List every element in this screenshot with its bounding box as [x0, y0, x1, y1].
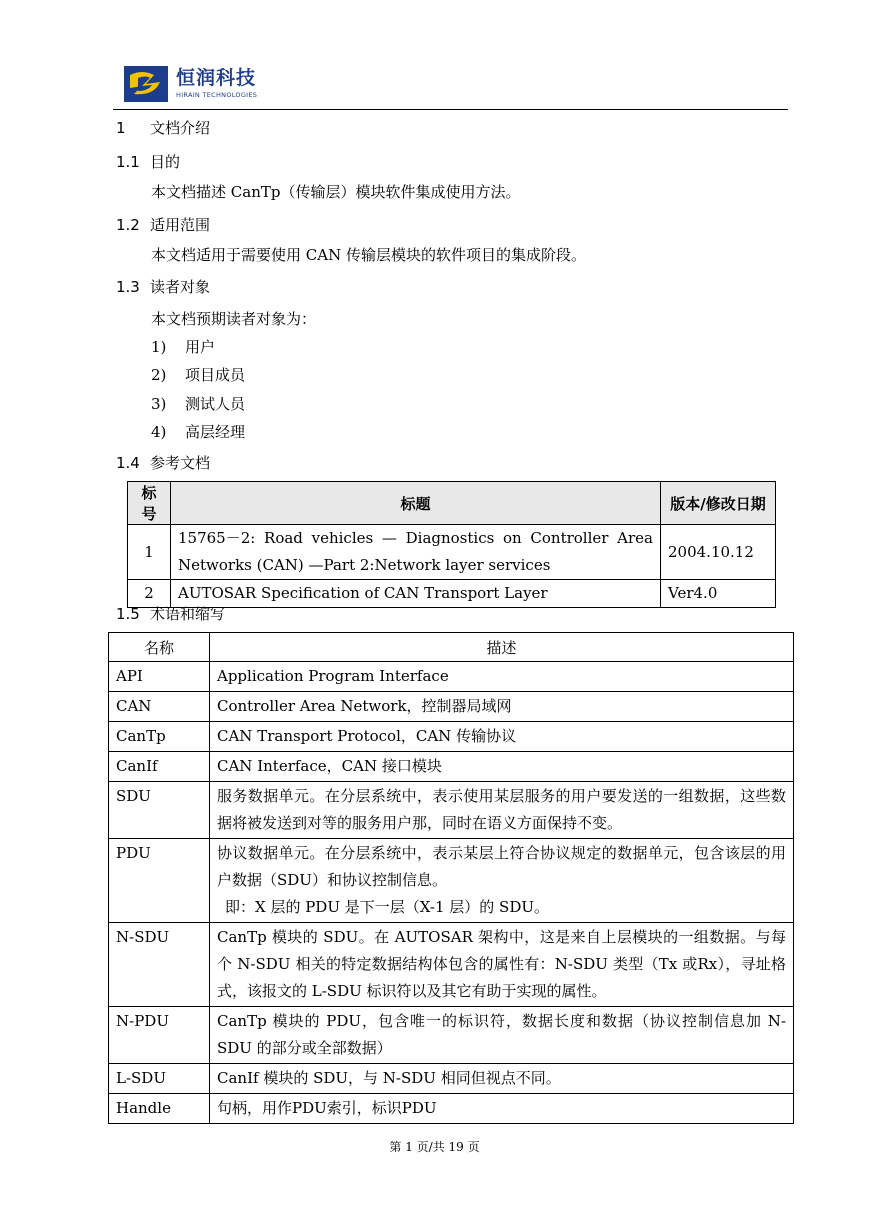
term-name: CanIf	[109, 752, 210, 782]
table-header-row	[109, 633, 794, 662]
reference-table	[127, 481, 776, 608]
list-label: 高层经理	[185, 423, 246, 441]
term-description-line: 协议数据单元。在分层系统中，表示某层上符合协议规定的数据单元，包含该层的用户数据（SDU）和协议控制信息。	[217, 844, 786, 889]
logo-name-en: HIRAIN TECHNOLOGIES	[176, 91, 258, 99]
term-description: CanIf 模块的 SDU，与 N-SDU 相同但视点不同。	[210, 1064, 794, 1094]
list-number: 4)	[151, 423, 167, 441]
table-row	[109, 839, 794, 923]
list-item	[151, 337, 215, 357]
heading-1-5	[116, 604, 225, 624]
heading-1-1	[116, 152, 180, 172]
heading-title: 参考文档	[150, 454, 211, 472]
ref-title: AUTOSAR Specification of CAN Transport Layer	[171, 580, 661, 608]
term-description: CAN Interface，CAN 接口模块	[210, 752, 794, 782]
ref-title-line: Networks (CAN) —Part 2:Network layer services	[178, 556, 551, 574]
term-description	[210, 839, 794, 923]
term-description-line: 即：X 层的 PDU 是下一层（X-1 层）的 SDU。	[225, 898, 549, 916]
table-row	[109, 1094, 794, 1124]
col-header-id: 标号	[128, 482, 171, 525]
header-divider	[113, 109, 788, 110]
heading-number: 1.5	[116, 605, 140, 623]
term-name: CAN	[109, 692, 210, 722]
term-name: Handle	[109, 1094, 210, 1124]
col-header-version: 版本/修改日期	[661, 482, 776, 525]
term-name: L-SDU	[109, 1064, 210, 1094]
purpose-text: 本文档描述 CanTp（传输层）模块软件集成使用方法。	[151, 183, 521, 201]
list-number: 2)	[151, 366, 167, 384]
term-name: API	[109, 662, 210, 692]
heading-1-4	[116, 453, 210, 473]
table-row	[109, 662, 794, 692]
term-name: PDU	[109, 839, 210, 923]
hirain-logo-icon	[124, 66, 168, 102]
heading-1-2	[116, 215, 210, 235]
ref-version: 2004.10.12	[661, 525, 776, 580]
list-item	[151, 394, 245, 414]
term-description: CanTp 模块的 PDU，包含唯一的标识符，数据长度和数据（协议控制信息加 N-SDU 的部分或全部数据）	[210, 1007, 794, 1064]
heading-title: 文档介绍	[150, 119, 211, 137]
heading-1	[116, 118, 210, 138]
table-row	[109, 1007, 794, 1064]
term-description: Application Program Interface	[210, 662, 794, 692]
list-label: 项目成员	[185, 366, 246, 384]
table-row	[109, 722, 794, 752]
heading-1-3	[116, 277, 210, 297]
col-header-name: 名称	[109, 633, 210, 662]
col-header-description: 描述	[210, 633, 794, 662]
ref-title-line: 15765－2: Road vehicles — Diagnostics on Controller Area	[178, 529, 653, 547]
heading-number: 1.3	[116, 278, 140, 296]
list-label: 用户	[185, 338, 216, 356]
table-row	[109, 1064, 794, 1094]
term-description: 句柄，用作PDU索引，标识PDU	[210, 1094, 794, 1124]
heading-number: 1	[116, 119, 126, 137]
list-number: 3)	[151, 395, 167, 413]
table-row	[109, 923, 794, 1007]
term-name: SDU	[109, 782, 210, 839]
heading-number: 1.4	[116, 454, 140, 472]
heading-title: 术语和缩写	[150, 605, 226, 623]
heading-number: 1.1	[116, 153, 140, 171]
ref-id: 1	[128, 525, 171, 580]
table-row	[109, 782, 794, 839]
heading-number: 1.2	[116, 216, 140, 234]
term-name: N-PDU	[109, 1007, 210, 1064]
page-footer: 第 1 页/共 19 页	[389, 1140, 480, 1154]
term-name: CanTp	[109, 722, 210, 752]
list-item	[151, 422, 245, 442]
terms-table	[108, 632, 794, 1124]
table-row	[109, 692, 794, 722]
col-header-title: 标题	[171, 482, 661, 525]
ref-id: 2	[128, 580, 171, 608]
ref-version: Ver4.0	[661, 580, 776, 608]
list-item	[151, 365, 245, 385]
table-row	[128, 525, 776, 580]
table-header-row	[128, 482, 776, 525]
logo-name-cn: 恒润科技	[176, 67, 257, 89]
ref-title	[171, 525, 661, 580]
table-row	[109, 752, 794, 782]
term-description: CanTp 模块的 SDU。在 AUTOSAR 架构中，这是来自上层模块的一组数据。与每个 N-SDU 相关的特定数据结构体包含的属性有：N-SDU 类型（Tx 或Rx），寻址格式，该报文的 L-SDU 标识符以及其它有助于实现的属性。	[210, 923, 794, 1007]
list-label: 测试人员	[185, 395, 246, 413]
term-name: N-SDU	[109, 923, 210, 1007]
heading-title: 适用范围	[150, 216, 211, 234]
heading-title: 读者对象	[150, 278, 211, 296]
list-number: 1)	[151, 338, 167, 356]
scope-text: 本文档适用于需要使用 CAN 传输层模块的软件项目的集成阶段。	[151, 246, 586, 264]
term-description: Controller Area Network，控制器局域网	[210, 692, 794, 722]
heading-title: 目的	[150, 153, 181, 171]
company-logo	[124, 66, 264, 104]
term-description: CAN Transport Protocol，CAN 传输协议	[210, 722, 794, 752]
term-description: 服务数据单元。在分层系统中，表示使用某层服务的用户要发送的一组数据，这些数据将被发送到对等的服务用户那，同时在语义方面保持不变。	[210, 782, 794, 839]
audience-text: 本文档预期读者对象为：	[151, 310, 317, 328]
